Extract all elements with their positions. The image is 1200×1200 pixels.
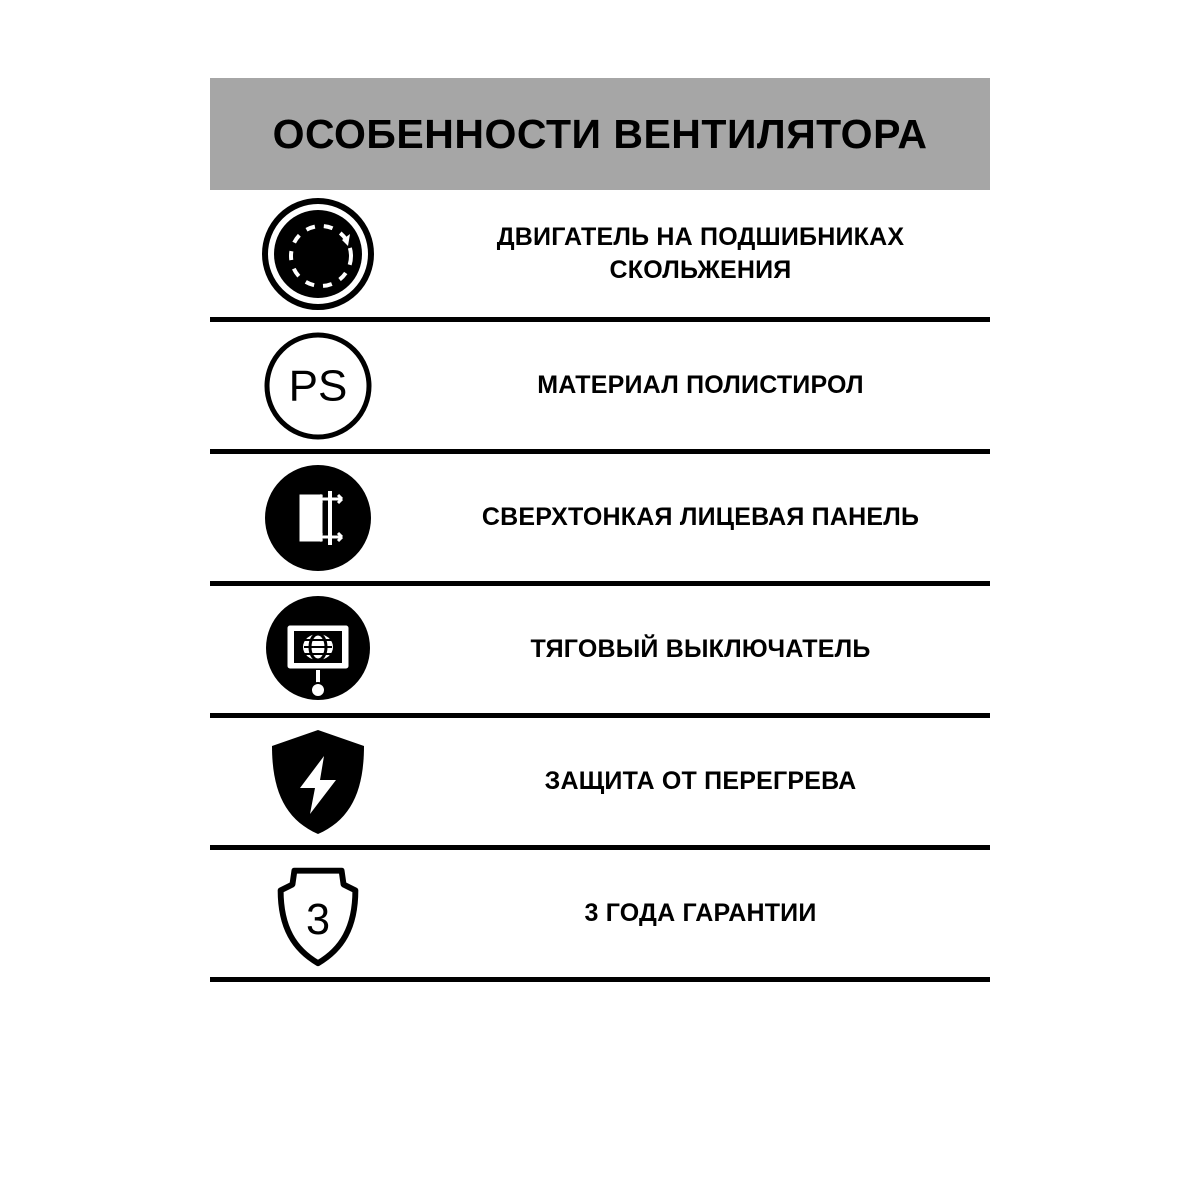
- list-item: [210, 190, 990, 322]
- list-item: [210, 454, 990, 586]
- list-item: [210, 586, 990, 718]
- ps-material-icon-text: PS: [288, 361, 347, 410]
- label-cell: [425, 765, 990, 798]
- icon-cell: [210, 458, 425, 578]
- overheat-protection-shield-icon: [258, 722, 378, 842]
- feature-label: 3 ГОДА ГАРАНТИИ: [584, 899, 817, 927]
- feature-label: ТЯГОВЫЙ ВЫКЛЮЧАТЕЛЬ: [530, 635, 871, 663]
- label-cell: [425, 501, 990, 534]
- feature-label: МАТЕРИАЛ ПОЛИСТИРОЛ: [537, 371, 864, 399]
- icon-cell: [210, 722, 425, 842]
- label-cell: [425, 221, 990, 287]
- list-item: [210, 322, 990, 454]
- warranty-shield-icon: [259, 855, 377, 973]
- warranty-shield-icon-text: 3: [305, 895, 330, 944]
- feature-label: ЗАЩИТА ОТ ПЕРЕГРЕВА: [544, 767, 857, 795]
- label-cell: [425, 633, 990, 666]
- pull-cord-switch-icon: [258, 590, 378, 710]
- list-item: [210, 718, 990, 850]
- icon-cell: [210, 590, 425, 710]
- feature-label: СВЕРХТОНКАЯ ЛИЦЕВАЯ ПАНЕЛЬ: [481, 503, 920, 531]
- page-title: ОСОБЕННОСТИ ВЕНТИЛЯТОРА: [272, 110, 928, 157]
- list-item: [210, 850, 990, 982]
- feature-list: [210, 190, 990, 982]
- label-cell: [425, 369, 990, 402]
- icon-cell: [210, 326, 425, 446]
- icon-cell: [210, 194, 425, 314]
- slim-panel-icon: [258, 458, 378, 578]
- ps-material-icon: [258, 326, 378, 446]
- icon-cell: [210, 855, 425, 973]
- bearing-motor-icon: [258, 194, 378, 314]
- feature-label: ДВИГАТЕЛЬ НА ПОДШИБНИКАХ СКОЛЬЖЕНИЯ: [496, 222, 905, 284]
- label-cell: [425, 897, 990, 930]
- feature-panel: [210, 78, 990, 982]
- panel-header: [210, 78, 990, 190]
